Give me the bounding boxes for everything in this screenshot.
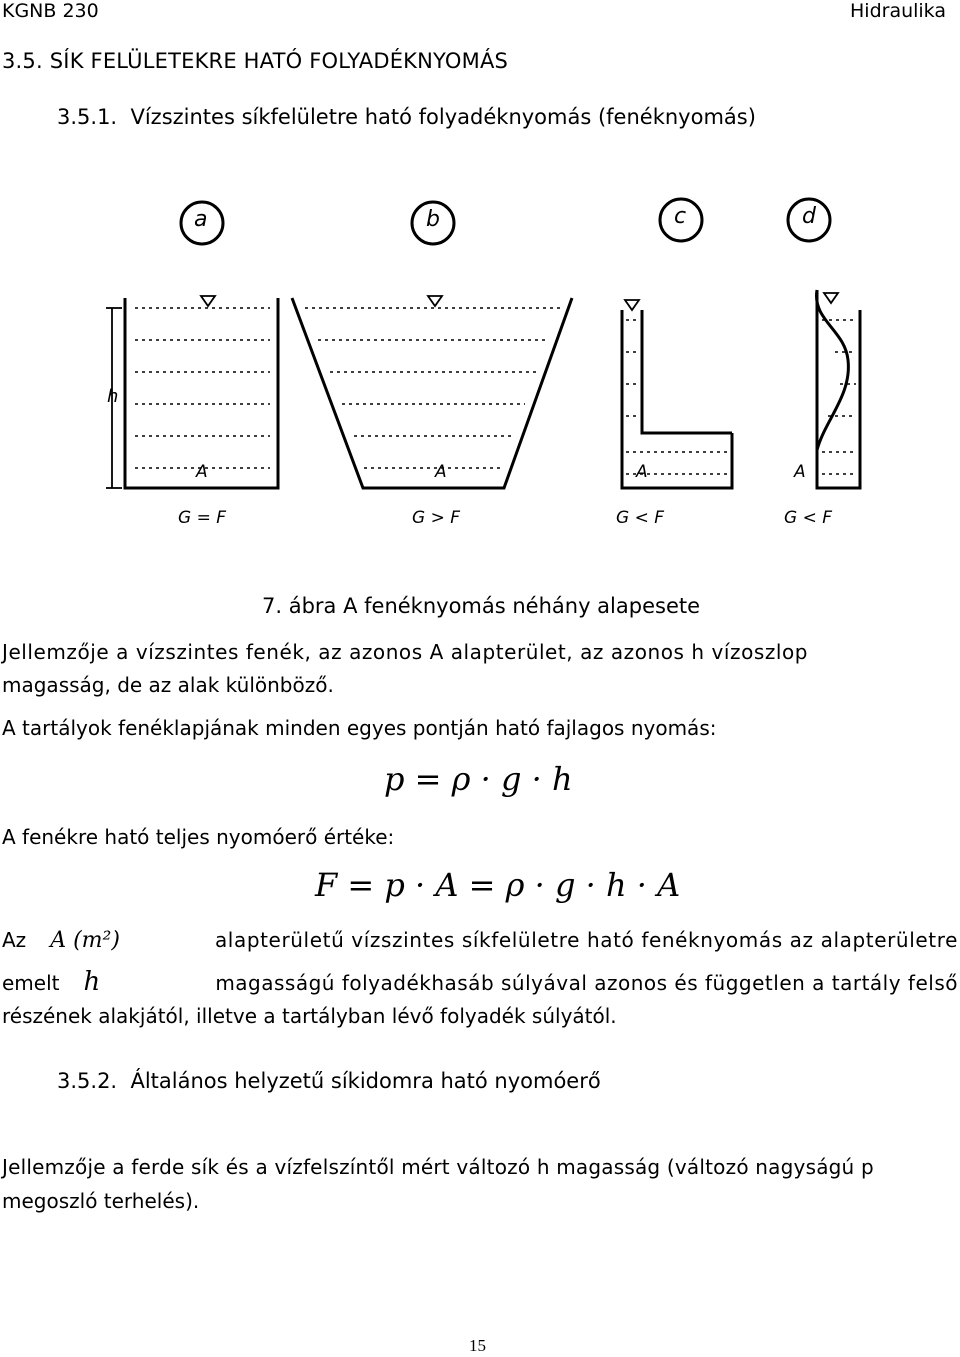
paragraph-1-line-1 xyxy=(2,640,958,664)
tank-a xyxy=(125,298,278,488)
figure-relation-d: G < F xyxy=(784,508,833,528)
p4-rest: alapterületű vízszintes síkfelületre ható fenéknyomás az alapterületre xyxy=(214,928,958,952)
figure-area-label-c: A xyxy=(636,462,648,482)
subsection-number: 3.5.1. xyxy=(57,105,118,129)
p1-line1: Jellemzője a vízszintes fenék, az azonos A alapterület, az azonos h vízoszlop xyxy=(2,640,809,664)
text2-line1: Jellemzője a ferde sík és a vízfelszíntől mért változó h magasság (változó nagyságú p xyxy=(2,1155,874,1179)
figure-area-label-d: A xyxy=(794,462,806,482)
paragraph-2: A tartályok fenéklapjának minden egyes pontján ható fajlagos nyomás: xyxy=(2,716,717,740)
subsection2-number: 3.5.2. xyxy=(57,1069,118,1093)
figure-label-a: a xyxy=(194,207,208,232)
figure-relation-c: G < F xyxy=(616,508,665,528)
p5-emelt: emelt xyxy=(2,971,60,995)
paragraph-3: A fenékre ható teljes nyomóerő értéke: xyxy=(2,825,395,849)
figure-height-label: h xyxy=(107,386,119,407)
p4-az: Az xyxy=(2,928,27,952)
subsection2-heading xyxy=(57,1069,601,1093)
p6: részének alakjától, illetve a tartályban lévő folyadék súlyától. xyxy=(2,1004,617,1028)
surface-marker-d xyxy=(824,293,838,303)
p5-h: h xyxy=(83,967,101,997)
section-number: 3.5. xyxy=(2,49,43,73)
p1-line2: magasság, de az alak különböző. xyxy=(2,673,334,697)
figure-label-d: d xyxy=(802,204,816,229)
subsection-title: Vízszintes síkfelületre ható folyadéknyomás (fenéknyomás) xyxy=(130,105,756,129)
tank-b xyxy=(292,298,572,488)
figure-label-c: c xyxy=(674,204,687,229)
section-heading xyxy=(2,49,508,73)
figure-label-b: b xyxy=(426,207,440,232)
surface-marker-a xyxy=(201,296,215,306)
equation-force: F = p · A = ρ · g · h · A xyxy=(315,866,681,904)
p4-symbol: A (m²) xyxy=(50,928,120,953)
section-title: SÍK FELÜLETEKRE HATÓ FOLYADÉKNYOMÁS xyxy=(49,49,509,73)
figure-area-label-a: A xyxy=(196,462,208,482)
pressure-figure xyxy=(100,190,880,540)
subsection2-title: Általános helyzetű síkidomra ható nyomóerő xyxy=(130,1069,601,1093)
subsection-heading xyxy=(57,105,756,129)
figure-relation-a: G = F xyxy=(178,508,227,528)
text2-line2: megoszló terhelés). xyxy=(2,1189,200,1213)
figure-relation-b: G > F xyxy=(412,508,461,528)
figure-caption: 7. ábra A fenéknyomás néhány alapesete xyxy=(262,594,701,618)
figure-area-label-b: A xyxy=(435,462,447,482)
equation-pressure: p = ρ · g · h xyxy=(384,760,573,798)
page-number: 15 xyxy=(469,1336,486,1355)
header-left: KGNB 230 xyxy=(2,0,99,22)
p5-rest: magasságú folyadékhasáb súlyával azonos és független a tartály felső xyxy=(215,971,958,995)
surface-marker-b xyxy=(428,296,442,306)
tank-c-inner xyxy=(642,310,732,433)
surface-marker-c xyxy=(625,300,639,310)
header-right: Hidraulika xyxy=(850,0,946,22)
